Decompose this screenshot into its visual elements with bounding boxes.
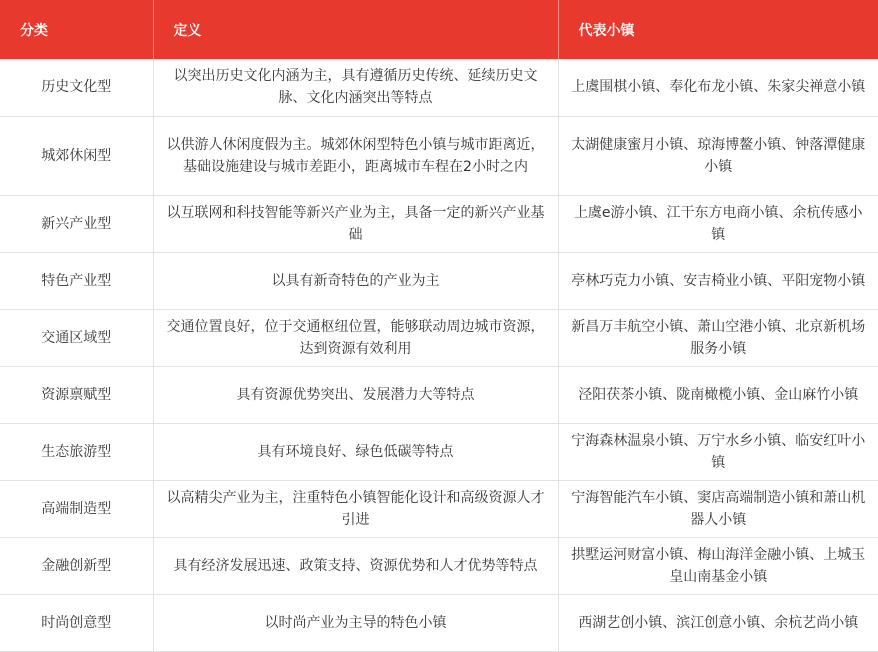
category-cell: 金融创新型 xyxy=(0,537,153,594)
table-header-row xyxy=(0,0,878,59)
category-cell: 资源禀赋型 xyxy=(0,366,153,423)
towns-cell: 上虞e游小镇、江干东方电商小镇、余杭传感小镇 xyxy=(558,195,878,252)
definition-cell: 以突出历史文化内涵为主，具有遵循历史传统、延续历史文脉、文化内涵突出等特点 xyxy=(153,59,558,116)
table-row xyxy=(0,594,878,651)
towns-cell: 宁海智能汽车小镇、窦店高端制造小镇和萧山机器人小镇 xyxy=(558,480,878,537)
table-row xyxy=(0,195,878,252)
table-row xyxy=(0,537,878,594)
definition-cell: 具有环境良好、绿色低碳等特点 xyxy=(153,423,558,480)
towns-cell: 泾阳茯茶小镇、陇南橄榄小镇、金山麻竹小镇 xyxy=(558,366,878,423)
towns-cell: 新昌万丰航空小镇、萧山空港小镇、北京新机场服务小镇 xyxy=(558,309,878,366)
header-category: 分类 xyxy=(0,0,153,59)
definition-cell: 以时尚产业为主导的特色小镇 xyxy=(153,594,558,651)
definition-cell: 以供游人休闲度假为主。城郊休闲型特色小镇与城市距离近，基础设施建设与城市差距小，距离城市车程在2小时之内 xyxy=(153,116,558,195)
table-row xyxy=(0,116,878,195)
category-cell: 生态旅游型 xyxy=(0,423,153,480)
towns-cell: 拱墅运河财富小镇、梅山海洋金融小镇、上城玉皇山南基金小镇 xyxy=(558,537,878,594)
definition-cell: 以具有新奇特色的产业为主 xyxy=(153,252,558,309)
towns-cell: 西湖艺创小镇、滨江创意小镇、余杭艺尚小镇 xyxy=(558,594,878,651)
table-row xyxy=(0,423,878,480)
category-cell: 特色产业型 xyxy=(0,252,153,309)
table-row xyxy=(0,309,878,366)
table-row xyxy=(0,480,878,537)
table-row xyxy=(0,59,878,116)
definition-cell: 以互联网和科技智能等新兴产业为主，具备一定的新兴产业基础 xyxy=(153,195,558,252)
definition-cell: 交通位置良好，位于交通枢纽位置，能够联动周边城市资源，达到资源有效利用 xyxy=(153,309,558,366)
towns-cell: 上虞围棋小镇、奉化布龙小镇、朱家尖禅意小镇 xyxy=(558,59,878,116)
category-cell: 新兴产业型 xyxy=(0,195,153,252)
towns-cell: 亭林巧克力小镇、安吉椅业小镇、平阳宠物小镇 xyxy=(558,252,878,309)
towns-cell: 宁海森林温泉小镇、万宁水乡小镇、临安红叶小镇 xyxy=(558,423,878,480)
definition-cell: 具有资源优势突出、发展潜力大等特点 xyxy=(153,366,558,423)
header-towns: 代表小镇 xyxy=(558,0,878,59)
category-cell: 交通区域型 xyxy=(0,309,153,366)
header-definition: 定义 xyxy=(153,0,558,59)
definition-cell: 具有经济发展迅速、政策支持、资源优势和人才优势等特点 xyxy=(153,537,558,594)
category-cell: 时尚创意型 xyxy=(0,594,153,651)
category-cell: 历史文化型 xyxy=(0,59,153,116)
table-row xyxy=(0,252,878,309)
category-cell: 城郊休闲型 xyxy=(0,116,153,195)
table-row xyxy=(0,366,878,423)
definition-cell: 以高精尖产业为主，注重特色小镇智能化设计和高级资源人才引进 xyxy=(153,480,558,537)
category-cell: 高端制造型 xyxy=(0,480,153,537)
towns-cell: 太湖健康蜜月小镇、琼海博鳌小镇、钟落潭健康小镇 xyxy=(558,116,878,195)
